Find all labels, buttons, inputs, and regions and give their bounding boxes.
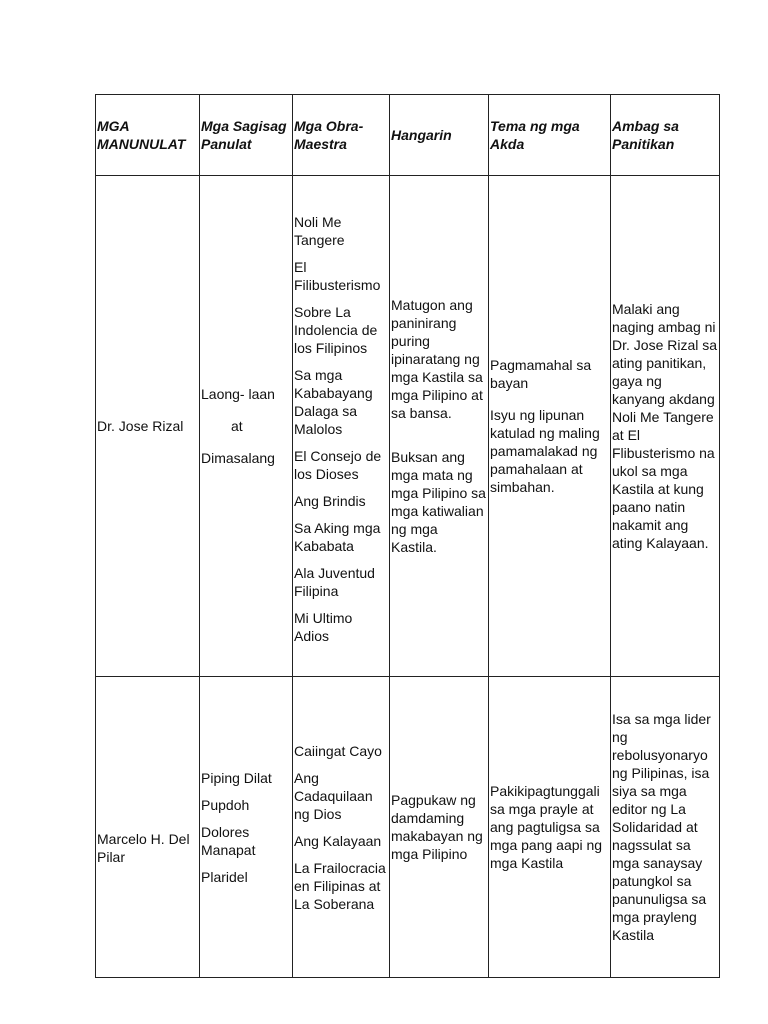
work-item: Sa mga Kababayang Dalaga sa Malolos <box>294 367 373 437</box>
work-item: Ala Juventud Filipina <box>294 565 375 599</box>
header-row <box>96 95 720 176</box>
work-item: Caiingat Cayo <box>294 742 382 759</box>
table-row-pilar <box>96 677 720 978</box>
header-authors: MGA MANUNULAT <box>96 95 200 176</box>
contribution-cell: Malaki ang naging ambag ni Dr. Jose Rizal sa ating panitikan, gaya ng kanyang akdang Noli Me Tangere at El Flibusterismo na ukol sa mga Kastila at kung paano natin nakamit ang ating Kalayaan. <box>611 176 720 677</box>
pen-name: Laong- laan <box>201 386 275 402</box>
goal-item: Matugon ang paninirang puring ipinaratang ng mga Kastila sa mga Pilipino at sa bansa. <box>391 297 483 421</box>
works-cell <box>293 677 390 978</box>
work-item: Sa Aking mga Kababata <box>294 520 381 554</box>
pen-name: Piping Dilat <box>201 769 272 786</box>
pen-names-cell <box>200 677 293 978</box>
pen-name-conjunction: at <box>231 418 243 434</box>
header-goals: Hangarin <box>390 95 489 176</box>
work-item: Ang Kalayaan <box>294 832 382 849</box>
work-item: Sobre La Indolencia de los Filipinos <box>294 304 378 356</box>
goal-item: Buksan ang mga mata ng mga Pilipino sa mga katiwalian ng mga Kastila. <box>391 449 486 555</box>
work-item: Mi Ultimo Adios <box>294 610 353 644</box>
header-masterpieces: Mga Obra-Maestra <box>293 95 390 176</box>
work-item: La Frailocracia en Filipinas at La Soberana <box>294 859 386 912</box>
work-item: El Consejo de los Dioses <box>294 448 382 482</box>
writers-table <box>95 94 720 978</box>
work-item: Ang Brindis <box>294 493 366 509</box>
pen-name: Dolores Manapat <box>201 823 256 858</box>
contribution-cell: Isa sa mga lider ng rebolusyonaryo ng Pilipinas, isa siya sa mga editor ng La Solidaridad at nagssulat sa mga sanaysay patungkol sa panunuligsa sa mga prayleng Kastila <box>611 677 720 978</box>
author-cell: Dr. Jose Rizal <box>96 176 200 677</box>
header-contribution: Ambag sa Panitikan <box>611 95 720 176</box>
work-item: El Filibusterismo <box>294 259 381 293</box>
theme-item: Isyu ng lipunan katulad ng maling pamamalakad ng pamahalaan at simbahan. <box>490 407 600 495</box>
pen-name: Dimasalang <box>201 450 275 466</box>
goals-cell: Pagpukaw ng damdaming makabayan ng mga Pilipino <box>390 677 489 978</box>
works-cell <box>293 176 390 677</box>
work-item: Ang Cadaquilaan ng Dios <box>294 769 373 822</box>
header-pen-names: Mga Sagisag Panulat <box>200 95 293 176</box>
header-themes: Tema ng mga Akda <box>489 95 611 176</box>
work-item: Noli Me Tangere <box>294 214 345 248</box>
pen-name: Pupdoh <box>201 796 250 813</box>
goals-cell <box>390 176 489 677</box>
themes-cell: Pakikipagtunggali sa mga prayle at ang pagtuligsa sa mga pang aapi ng mga Kastila <box>489 677 611 978</box>
pen-names-cell <box>200 176 293 677</box>
author-cell: Marcelo H. Del Pilar <box>96 677 200 978</box>
themes-cell <box>489 176 611 677</box>
table-row-rizal <box>96 176 720 677</box>
pen-name: Plaridel <box>201 868 248 885</box>
theme-item: Pagmamahal sa bayan <box>490 357 592 391</box>
